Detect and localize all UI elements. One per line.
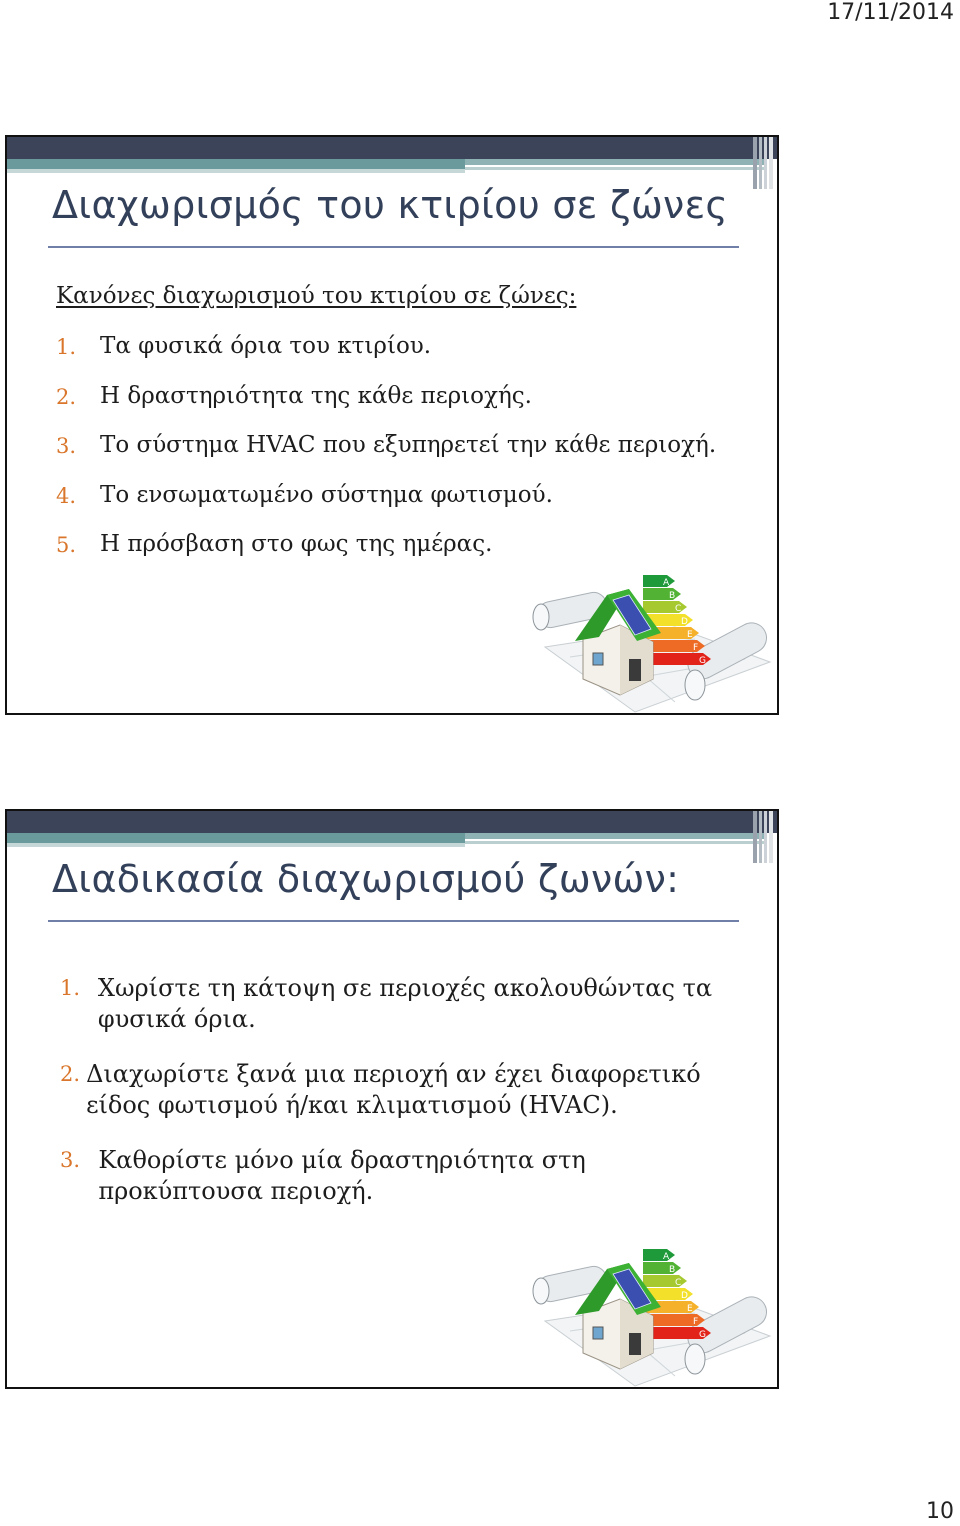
- list-text: Διαχωρίστε ξανά μια περιοχή αν έχει διαφορετικό είδος φωτισμού ή/και κλιματισμού (HVAC).: [86, 1060, 701, 1119]
- energy-letter: C: [675, 1278, 682, 1288]
- energy-house-illustration: [525, 1241, 775, 1389]
- energy-letter: G: [699, 656, 706, 666]
- list-text: Η δραστηριότητα της κάθε περιοχής.: [100, 382, 532, 409]
- energy-letter: D: [681, 617, 688, 627]
- energy-letter: B: [669, 1265, 676, 1275]
- list-number: 2.: [60, 1062, 81, 1086]
- list-item: [56, 333, 716, 383]
- list-item: [60, 1145, 740, 1207]
- energy-letter: D: [681, 1291, 688, 1301]
- energy-letter: C: [675, 604, 682, 614]
- list-item: [60, 1059, 740, 1121]
- energy-letter: A: [663, 578, 670, 588]
- page-number: 10: [926, 1499, 954, 1524]
- list-number: 1.: [56, 335, 77, 359]
- list-number: 3.: [56, 434, 77, 459]
- list-number: 3.: [60, 1148, 81, 1172]
- slide-title: Διαδικασία διαχωρισμού ζωνών:: [52, 857, 680, 901]
- energy-house-illustration: [525, 567, 775, 715]
- list-item: [60, 973, 740, 1035]
- list-text: Η πρόσβαση στο φως της ημέρας.: [100, 531, 493, 558]
- energy-letter: B: [669, 591, 676, 601]
- list-item: [56, 432, 716, 482]
- energy-letter: G: [699, 1330, 706, 1340]
- slide-zoning-procedure: [5, 809, 779, 1389]
- list-text: Καθορίστε μόνο μία δραστηριότητα στη προκύπτουσα περιοχή.: [98, 1146, 586, 1205]
- list-item: [56, 383, 716, 433]
- list-number: 5.: [56, 533, 77, 558]
- slide-title: Διαχωρισμός του κτιρίου σε ζώνες: [52, 183, 729, 227]
- title-underline: [48, 920, 739, 922]
- title-underline: [48, 246, 739, 248]
- slide-zoning-rules: [5, 135, 779, 715]
- date-label: 17/11/2014: [827, 0, 954, 25]
- rules-list: [56, 333, 716, 581]
- energy-letter: E: [687, 630, 693, 640]
- list-text: Το σύστημα HVAC που εξυπηρετεί την κάθε περιοχή.: [100, 432, 717, 459]
- list-item: [56, 482, 716, 532]
- list-text: Το ενσωματωμένο σύστημα φωτισμού.: [100, 481, 553, 508]
- list-number: 4.: [56, 483, 77, 508]
- list-text: Χωρίστε τη κάτοψη σε περιοχές ακολουθώντας τα φυσικά όρια.: [97, 974, 713, 1033]
- list-number: 1.: [60, 976, 81, 1000]
- energy-letter: F: [693, 1317, 699, 1327]
- energy-letter: F: [693, 643, 699, 653]
- list-text: Τα φυσικά όρια του κτιρίου.: [100, 333, 432, 359]
- energy-letter: E: [687, 1304, 693, 1314]
- rules-heading: Κανόνες διαχωρισμού του κτιρίου σε ζώνες:: [56, 283, 577, 309]
- procedure-list: [60, 973, 740, 1231]
- list-number: 2.: [56, 384, 77, 409]
- energy-letter: A: [663, 1252, 670, 1262]
